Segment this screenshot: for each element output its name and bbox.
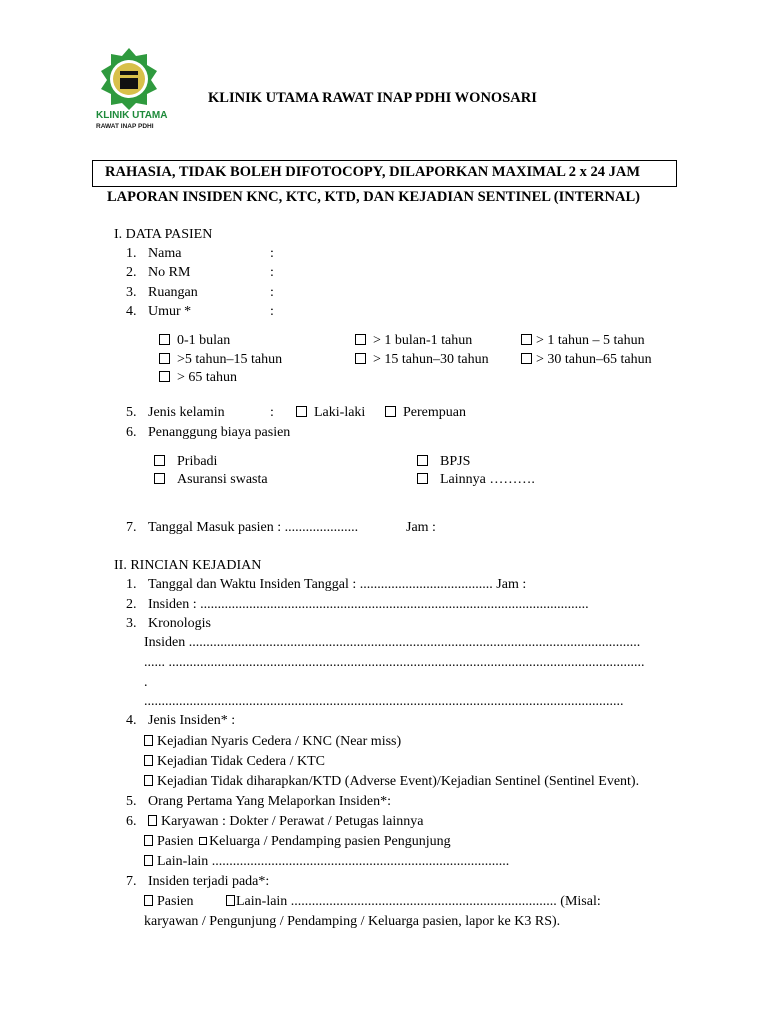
payer-option-bpjs[interactable]: BPJS	[417, 454, 470, 470]
field-row-norm	[126, 265, 190, 281]
checkbox-icon[interactable]	[144, 775, 153, 786]
checkbox-icon[interactable]	[521, 353, 532, 364]
field-label: Tanggal Masuk pasien : .....................	[148, 520, 359, 535]
logo-line2: RAWAT INAP PDHI	[96, 123, 154, 130]
age-option-6[interactable]: > 65 tahun	[159, 370, 237, 386]
field-colon: :	[270, 405, 274, 420]
incident-item-6[interactable]: 6. Karyawan : Dokter / Perawat / Petugas lainnya	[126, 814, 424, 829]
chronology-line-4: .........................................................................................................................................	[144, 694, 624, 709]
section2-title: II. RINCIAN KEJADIAN	[114, 558, 262, 573]
section1-title: I. DATA PASIEN	[114, 227, 213, 242]
field-row-ruangan	[126, 285, 198, 301]
age-option-5[interactable]: > 30 tahun–65 tahun	[521, 352, 652, 368]
field-colon: :	[270, 304, 274, 319]
field-label: Umur *	[148, 304, 192, 319]
checkbox-icon[interactable]	[144, 835, 153, 846]
field-colon: :	[270, 285, 274, 300]
admission-jam: Jam :	[406, 520, 436, 535]
age-option-4[interactable]: > 15 tahun–30 tahun	[355, 352, 489, 368]
checkbox-icon[interactable]	[385, 406, 396, 417]
field-label: Jenis kelamin	[148, 405, 225, 420]
chronology-line-3: .	[144, 675, 148, 690]
field-label: Ruangan	[148, 285, 198, 300]
checkbox-icon[interactable]	[199, 837, 207, 845]
incident-type-knc[interactable]: Kejadian Nyaris Cedera / KNC (Near miss)	[144, 734, 401, 750]
incident-item-5: 5. Orang Pertama Yang Melaporkan Insiden*:	[126, 794, 392, 809]
reporter-lain[interactable]: Lain-lain .....................................................................................	[144, 854, 509, 870]
field-colon: :	[270, 265, 274, 280]
checkbox-icon[interactable]	[417, 473, 428, 484]
gender-row	[126, 405, 225, 421]
checkbox-icon[interactable]	[148, 815, 157, 826]
field-row-nama	[126, 246, 181, 262]
field-num: 5.	[126, 405, 137, 420]
admission-row	[126, 520, 358, 536]
chronology-line-2: ...... ........................................................................................................................................	[144, 655, 645, 670]
checkbox-icon[interactable]	[144, 855, 153, 866]
field-label: No RM	[148, 265, 191, 280]
field-num: 4.	[126, 304, 137, 319]
logo-line1: KLINIK UTAMA	[96, 110, 168, 121]
checkbox-icon[interactable]	[159, 334, 170, 345]
field-label: Penanggung biaya pasien	[148, 425, 291, 440]
age-option-2[interactable]: > 1 tahun – 5 tahun	[521, 333, 645, 349]
age-option-1[interactable]: > 1 bulan-1 tahun	[355, 333, 472, 349]
confidential-banner: RAHASIA, TIDAK BOLEH DIFOTOCOPY, DILAPORKAN MAXIMAL 2 x 24 JAM	[105, 164, 641, 180]
field-num: 3.	[126, 285, 137, 300]
checkbox-icon[interactable]	[355, 353, 366, 364]
report-title: LAPORAN INSIDEN KNC, KTC, KTD, DAN KEJADIAN SENTINEL (INTERNAL)	[107, 189, 640, 205]
checkbox-icon[interactable]	[159, 353, 170, 364]
checkbox-icon[interactable]	[144, 735, 153, 746]
payer-option-asuransi[interactable]: Asuransi swasta	[154, 472, 268, 488]
occurred-to-note: karyawan / Pengunjung / Pendamping / Keluarga pasien, lapor ke K3 RS).	[144, 914, 561, 929]
gender-option-male[interactable]: Laki-laki	[296, 405, 365, 421]
field-num: 1.	[126, 246, 137, 261]
age-option-3[interactable]: >5 tahun–15 tahun	[159, 352, 282, 368]
occurred-to-pasien[interactable]: Pasien	[144, 894, 194, 910]
payer-option-pribadi[interactable]: Pribadi	[154, 454, 217, 470]
incident-item-2: 2. Insiden : ...............................................................................................................	[126, 597, 589, 612]
payer-row	[126, 425, 290, 441]
field-num: 7.	[126, 520, 137, 535]
field-num: 6.	[126, 425, 137, 440]
checkbox-icon[interactable]	[355, 334, 366, 345]
checkbox-icon[interactable]	[144, 895, 153, 906]
clinic-logo-emblem-icon	[94, 44, 174, 110]
incident-item-1: 1. Tanggal dan Waktu Insiden Tanggal : ...................................... Jam :	[126, 577, 527, 592]
field-num: 2.	[126, 265, 137, 280]
payer-option-lainnya[interactable]: Lainnya ……….	[417, 472, 535, 488]
clinic-logo	[94, 44, 174, 134]
incident-type-ktd[interactable]: Kejadian Tidak diharapkan/KTD (Adverse Event)/Kejadian Sentinel (Sentinel Event).	[144, 774, 639, 790]
incident-item-7: 7. Insiden terjadi pada*:	[126, 874, 270, 889]
clinic-name: KLINIK UTAMA RAWAT INAP PDHI WONOSARI	[208, 90, 537, 106]
checkbox-icon[interactable]	[154, 473, 165, 484]
gender-option-female[interactable]: Perempuan	[385, 405, 466, 421]
checkbox-icon[interactable]	[296, 406, 307, 417]
incident-type-ktc[interactable]: Kejadian Tidak Cedera / KTC	[144, 754, 325, 770]
checkbox-icon[interactable]	[154, 455, 165, 466]
checkbox-icon[interactable]	[521, 334, 532, 345]
field-label: Nama	[148, 246, 182, 261]
chronology-line-1: Insiden .................................................................................................................................	[144, 635, 641, 650]
checkbox-icon[interactable]	[144, 755, 153, 766]
checkbox-icon[interactable]	[159, 371, 170, 382]
field-row-umur	[126, 304, 191, 320]
checkbox-icon[interactable]	[417, 455, 428, 466]
age-option-0[interactable]: 0-1 bulan	[159, 333, 230, 349]
field-colon: :	[270, 246, 274, 261]
reporter-pasien-keluarga: Pasien Keluarga / Pendamping pasien Pengunjung	[144, 834, 451, 850]
occurred-to-lain[interactable]: Lain-lain ............................................................................ (Misal:	[226, 894, 601, 910]
incident-item-3: 3. Kronologis	[126, 616, 211, 631]
incident-item-4: 4. Jenis Insiden* :	[126, 713, 236, 728]
checkbox-icon[interactable]	[226, 895, 235, 906]
